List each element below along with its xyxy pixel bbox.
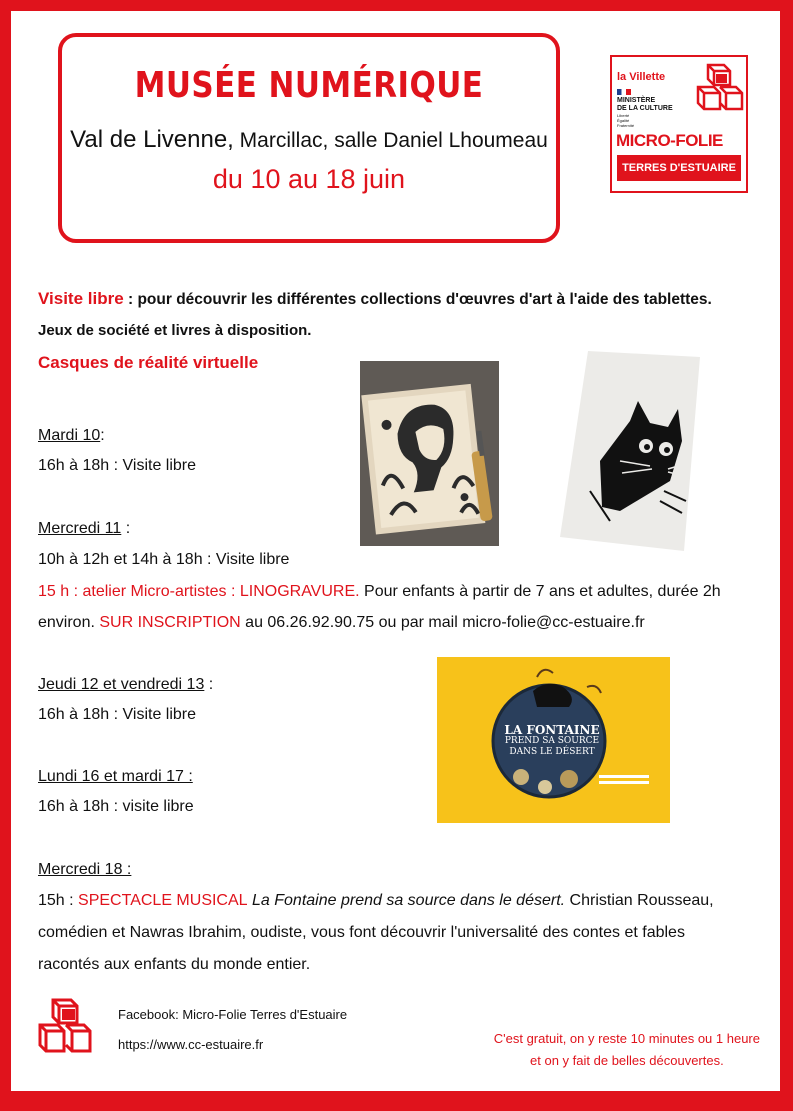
footer-note-line1: C'est gratuit, on y reste 10 minutes ou 1 heure <box>493 1031 760 1046</box>
atelier-text: Pour enfants à partir de 7 ans et adultes, durée 2h <box>359 583 721 600</box>
mardi-title: Mardi 10 <box>38 427 101 444</box>
motto-liberte: Liberté <box>617 113 630 118</box>
title-box <box>58 33 560 243</box>
atelier-title: 15 h : atelier Micro-artistes : LINOGRAVURE. <box>38 583 360 600</box>
event-dates: du 10 au 18 juin <box>212 164 406 194</box>
jeudi-line: 16h à 18h : Visite libre <box>38 706 197 723</box>
spectacle-label: SPECTACLE MUSICAL <box>78 892 248 909</box>
page-title: MUSÉE NUMÉRIQUE <box>134 65 484 106</box>
linocut-portrait-image <box>360 361 499 546</box>
mardi-colon: : <box>100 427 105 444</box>
poster-sheet <box>11 11 780 1091</box>
spectacle-title: La Fontaine prend sa source dans le désert. <box>247 892 566 909</box>
mercredi11-line: 10h à 12h et 14h à 18h : Visite libre <box>38 551 290 568</box>
mercredi11-colon: : <box>121 520 131 537</box>
terres-estuaire-badge: TERRES D'ESTUAIRE <box>617 155 741 181</box>
spectacle-line1 <box>38 891 714 911</box>
mardi-heading <box>38 426 105 446</box>
la-fontaine-poster <box>437 657 670 823</box>
french-flag-icon <box>617 89 631 95</box>
footer-note-line2: et on y fait de belles découvertes. <box>530 1053 724 1068</box>
atelier-line2 <box>38 613 645 633</box>
casques-line: Casques de réalité virtuelle <box>38 353 259 372</box>
spectacle-line3: racontés aux enfants du monde entier. <box>38 956 311 973</box>
jeudi-heading <box>38 675 213 695</box>
visite-colon: : <box>123 291 134 308</box>
atelier-line2-start: environ. <box>38 614 100 631</box>
mercredi11-heading <box>38 519 130 539</box>
location-rest: Marcillac, salle Daniel Lhoumeau <box>233 129 548 152</box>
footer-note <box>494 1028 760 1072</box>
ministry-line2: DE LA CULTURE <box>617 105 673 112</box>
atelier-line1 <box>38 582 721 602</box>
micro-folie-cubes-icon <box>37 997 95 1055</box>
facebook-link[interactable]: Facebook: Micro-Folie Terres d'Estuaire <box>118 1007 348 1022</box>
mercredi18-heading: Mercredi 18 : <box>38 861 132 878</box>
motto-fraternite: Fraternité <box>617 123 635 128</box>
lundi-line: 16h à 18h : visite libre <box>38 798 194 815</box>
jeudi-colon: : <box>204 676 214 693</box>
mercredi11-title: Mercredi 11 <box>38 520 122 537</box>
lundi-heading: Lundi 16 et mardi 17 : <box>38 768 193 785</box>
micro-folie-name: MICRO-FOLIE <box>616 131 723 150</box>
visite-libre-intro <box>38 289 712 310</box>
poster-title-line3: DANS LE DÉSERT <box>509 747 595 757</box>
visite-libre-text: pour découvrir les différentes collections d'œuvres d'art à l'aide des tablettes. <box>133 291 712 308</box>
poster-title <box>503 725 601 758</box>
visite-libre-label: Visite libre <box>38 289 124 308</box>
motto-egalite: Égalité <box>617 118 630 123</box>
cat-linoprint-image <box>560 351 700 551</box>
spectacle-artist: Christian Rousseau, <box>565 892 714 909</box>
cubes-icon <box>694 63 744 113</box>
poster-title-line2: PREND SA SOURCE <box>504 736 600 746</box>
ministry-line1: MINISTÈRE <box>617 97 656 104</box>
website-link[interactable]: https://www.cc-estuaire.fr <box>118 1037 264 1052</box>
micro-folie-logo <box>610 55 748 193</box>
location-main: Val de Livenne, <box>70 126 234 153</box>
linocut-portrait-photo <box>360 361 499 546</box>
la-villette-label: la Villette <box>617 71 666 83</box>
jeux-line: Jeux de société et livres à disposition. <box>38 322 312 339</box>
spectacle-time: 15h : <box>38 892 79 909</box>
mardi-line: 16h à 18h : Visite libre <box>38 457 197 474</box>
cat-linoprint-photo <box>560 351 700 551</box>
atelier-contact: au 06.26.92.90.75 ou par mail micro-folie@cc-estuaire.fr <box>240 614 645 631</box>
jeudi-title: Jeudi 12 et vendredi 13 <box>38 676 205 693</box>
location <box>62 126 556 154</box>
ministry-name <box>617 97 673 128</box>
inscription-label: SUR INSCRIPTION <box>99 614 241 631</box>
spectacle-line2: comédien et Nawras Ibrahim, oudiste, vous font découvrir l'universalité des contes et fables <box>38 924 685 941</box>
poster-title-line1: LA FONTAINE <box>504 723 600 737</box>
